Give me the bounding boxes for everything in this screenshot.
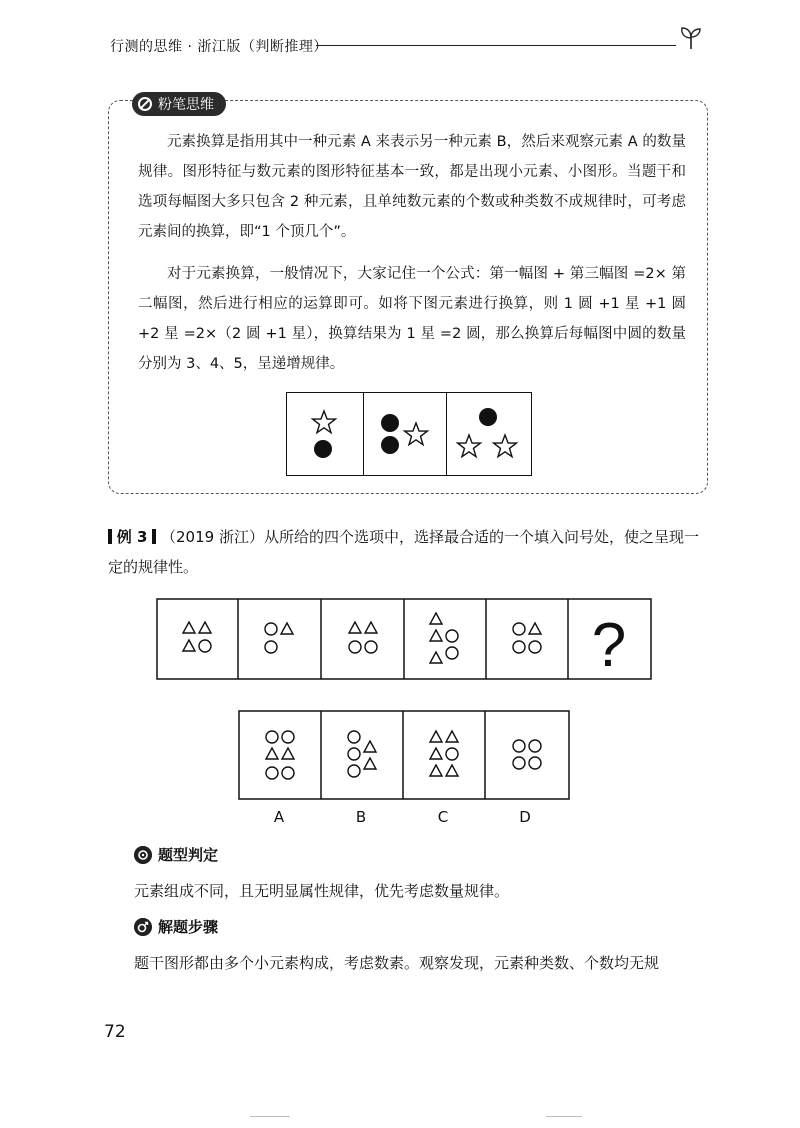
gear-icon [134, 846, 152, 864]
circle-shape [282, 767, 294, 779]
star-shape [494, 435, 517, 457]
section-solution-steps [134, 916, 218, 937]
circle-shape [314, 440, 332, 458]
option-label-d[interactable]: D [519, 808, 531, 826]
steps-icon [134, 918, 152, 936]
circle-shape [199, 640, 211, 652]
question-mark: ? [591, 611, 627, 680]
page-number: 72 [104, 1022, 126, 1042]
panel-1-shapes [287, 393, 365, 475]
section-title-question-type: 题型判定 [158, 846, 219, 864]
triangle-shape [430, 748, 442, 759]
triangle-shape [183, 622, 195, 633]
triangle-shape [281, 623, 293, 634]
options-row-figure [238, 710, 570, 800]
triangle-shape [364, 758, 376, 769]
example-text: （2019 浙江）从所给的四个选项中，选择最合适的一个填入问号处，使之呈现一定的规律性。 [108, 528, 699, 576]
triangle-shape [446, 765, 458, 776]
circle-shape [365, 641, 377, 653]
circle-shape [529, 757, 541, 769]
triangle-shape [183, 640, 195, 651]
triangle-shape [349, 622, 361, 633]
circle-shape [446, 630, 458, 642]
panel-3-shapes [447, 393, 531, 475]
circle-shape [513, 623, 525, 635]
circle-shape [381, 436, 399, 454]
chalk-thinking-badge-label: 粉笔思维 [158, 97, 214, 113]
circle-shape [349, 641, 361, 653]
circle-shape [282, 731, 294, 743]
circle-shape [446, 748, 458, 760]
running-header-title: 行测的思维 · 浙江版（判断推理） [110, 39, 328, 55]
triangle-shape [446, 731, 458, 742]
triangle-shape [529, 623, 541, 634]
triangle-shape [430, 765, 442, 776]
question-row [156, 598, 652, 680]
circle-shape [381, 414, 399, 432]
circle-shape [513, 641, 525, 653]
section-title-solution-steps: 解题步骤 [158, 918, 219, 936]
circle-shape [479, 408, 497, 426]
option-label-b[interactable]: B [355, 808, 367, 826]
options-frame [239, 711, 569, 799]
marker-bar [108, 529, 112, 544]
star-shape [458, 435, 481, 457]
example-3-question [108, 522, 708, 582]
circle-shape [348, 748, 360, 760]
star-shape [405, 423, 428, 445]
circle-shape [265, 641, 277, 653]
circle-shape [265, 623, 277, 635]
circle-shape [513, 740, 525, 752]
option-label-c[interactable]: C [437, 808, 449, 826]
triangle-shape [364, 741, 376, 752]
circle-shape [513, 757, 525, 769]
triangle-shape [266, 748, 278, 759]
chalk-paragraph-1: 元素换算是指用其中一种元素 A 来表示另一种元素 B，然后来观察元素 A 的数量规律。图形特征与数元素的图形特征基本一致，都是出现小元素、小图形。当题干和选项每幅图大多只包含 2 种元素，且单纯数元素的个数或种类数不成规律时，可考虑元素间的换算，即“1 个顶几个”。 [138, 134, 686, 240]
triangle-shape [430, 630, 442, 641]
star-shape [313, 411, 336, 433]
header-rule [316, 45, 676, 46]
solution-steps-text: 题干图形都由多个小元素构成，考虑数素。观察发现，元素种类数、个数均无规 [134, 954, 660, 972]
circle-shape [348, 765, 360, 777]
circle-shape [266, 767, 278, 779]
circle-shape [266, 731, 278, 743]
triangle-shape [430, 731, 442, 742]
conversion-panel-1 [286, 392, 366, 476]
triangle-shape [282, 748, 294, 759]
chalk-thinking-badge [132, 92, 226, 116]
scan-speck [250, 1116, 290, 1117]
panel-2-shapes [364, 393, 448, 475]
pen-icon [138, 97, 152, 111]
options-row [238, 710, 570, 800]
sprout-icon [676, 25, 706, 51]
conversion-panel-2 [363, 392, 449, 476]
question-type-text: 元素组成不同，且无明显属性规律，优先考虑数量规律。 [134, 882, 510, 900]
question-row-figure [156, 598, 652, 680]
triangle-shape [199, 622, 211, 633]
circle-shape [529, 740, 541, 752]
triangle-shape [365, 622, 377, 633]
marker-bar [152, 529, 156, 544]
conversion-panel-3 [446, 392, 532, 476]
triangle-shape [430, 613, 442, 624]
circle-shape [348, 731, 360, 743]
triangle-shape [430, 652, 442, 663]
scan-speck [546, 1116, 582, 1117]
circle-shape [446, 647, 458, 659]
section-question-type [134, 844, 218, 865]
circle-shape [529, 641, 541, 653]
example-label: 例 3 [116, 528, 148, 546]
option-label-a[interactable]: A [273, 808, 285, 826]
chalk-paragraph-2: 对于元素换算，一般情况下，大家记住一个公式：第一幅图 + 第三幅图 =2× 第二幅图，然后进行相应的运算即可。如将下图元素进行换算，则 1 圆 +1 星 +1 圆 +2 星 =2×（2 圆 +1 星），换算结果为 1 星 =2 圆，那么换算后每幅图中圆的数量分别为 3、4、5，呈递增规律。 [138, 266, 686, 372]
